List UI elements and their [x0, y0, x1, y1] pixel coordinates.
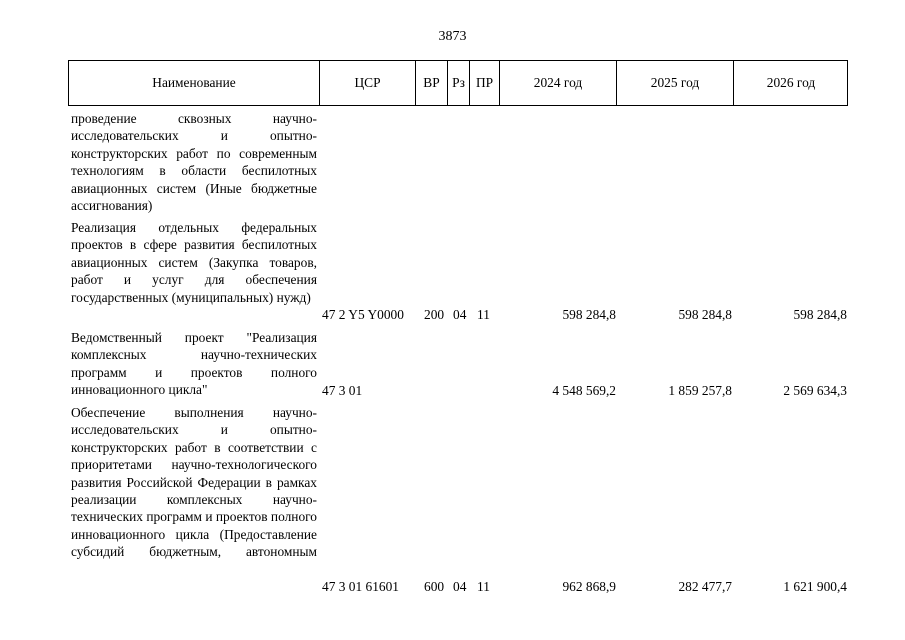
- row-2026: 1 621 900,4: [783, 578, 847, 594]
- row-vr: 200: [424, 306, 445, 322]
- table-header: [68, 60, 848, 106]
- table-row: [0, 110, 905, 214]
- row-csr: 47 3 01 61601: [322, 578, 399, 594]
- row-rz: 04: [453, 306, 467, 322]
- header-vr: ВР: [416, 61, 448, 105]
- table-row: [0, 404, 905, 595]
- row-rz: 04: [453, 578, 467, 594]
- page-number: 3873: [438, 29, 467, 44]
- row-name: Ведомственный проект "Реализация комплексных научно-технических программ и проектов полного инновационного цикла": [71, 330, 317, 398]
- row-name: Обеспечение выполнения научно-исследовательских и опытно-конструкторских работ в соответствии с приоритетами научно-технологического развития Российской Федерации в рамках реализации комплексных научно-технических программ и проектов полного инновационного цикла (Предоставление субсидий бюджетным, автономным: [71, 405, 317, 560]
- row-pr: 11: [477, 306, 490, 322]
- row-2024: 962 868,9: [562, 578, 616, 594]
- header-name: Наименование: [69, 61, 320, 105]
- row-2026: 2 569 634,3: [783, 382, 847, 398]
- row-2025: 598 284,8: [678, 306, 732, 322]
- row-pr: 11: [477, 578, 490, 594]
- row-2024: 598 284,8: [562, 306, 616, 322]
- row-2025: 1 859 257,8: [668, 382, 732, 398]
- row-name: Реализация отдельных федеральных проектов в сфере развития беспилотных авиационных систем (Закупка товаров, работ и услуг для обеспечения государственных (муниципальных) нужд): [71, 220, 317, 305]
- header-2026: 2026 год: [766, 75, 816, 90]
- header-rz: Рз: [448, 61, 470, 105]
- header-csr: ЦСР: [320, 61, 416, 105]
- row-name: проведение сквозных научно-исследовательских и опытно-конструкторских работ по современным технологиям в области беспилотных авиационных систем (Иные бюджетные ассигнования): [71, 111, 317, 214]
- row-csr: 47 3 01: [322, 382, 363, 398]
- header-2024: 2024 год: [500, 61, 617, 105]
- header-pr: ПР: [470, 61, 500, 105]
- row-2024: 4 548 569,2: [552, 382, 616, 398]
- row-csr: 47 2 Y5 Y0000: [322, 306, 404, 322]
- row-vr: 600: [424, 578, 445, 594]
- table-row: [0, 329, 905, 399]
- row-2026: 598 284,8: [793, 306, 847, 322]
- row-2025: 282 477,7: [678, 578, 732, 594]
- table-row: [0, 219, 905, 323]
- header-2025: 2025 год: [617, 61, 734, 105]
